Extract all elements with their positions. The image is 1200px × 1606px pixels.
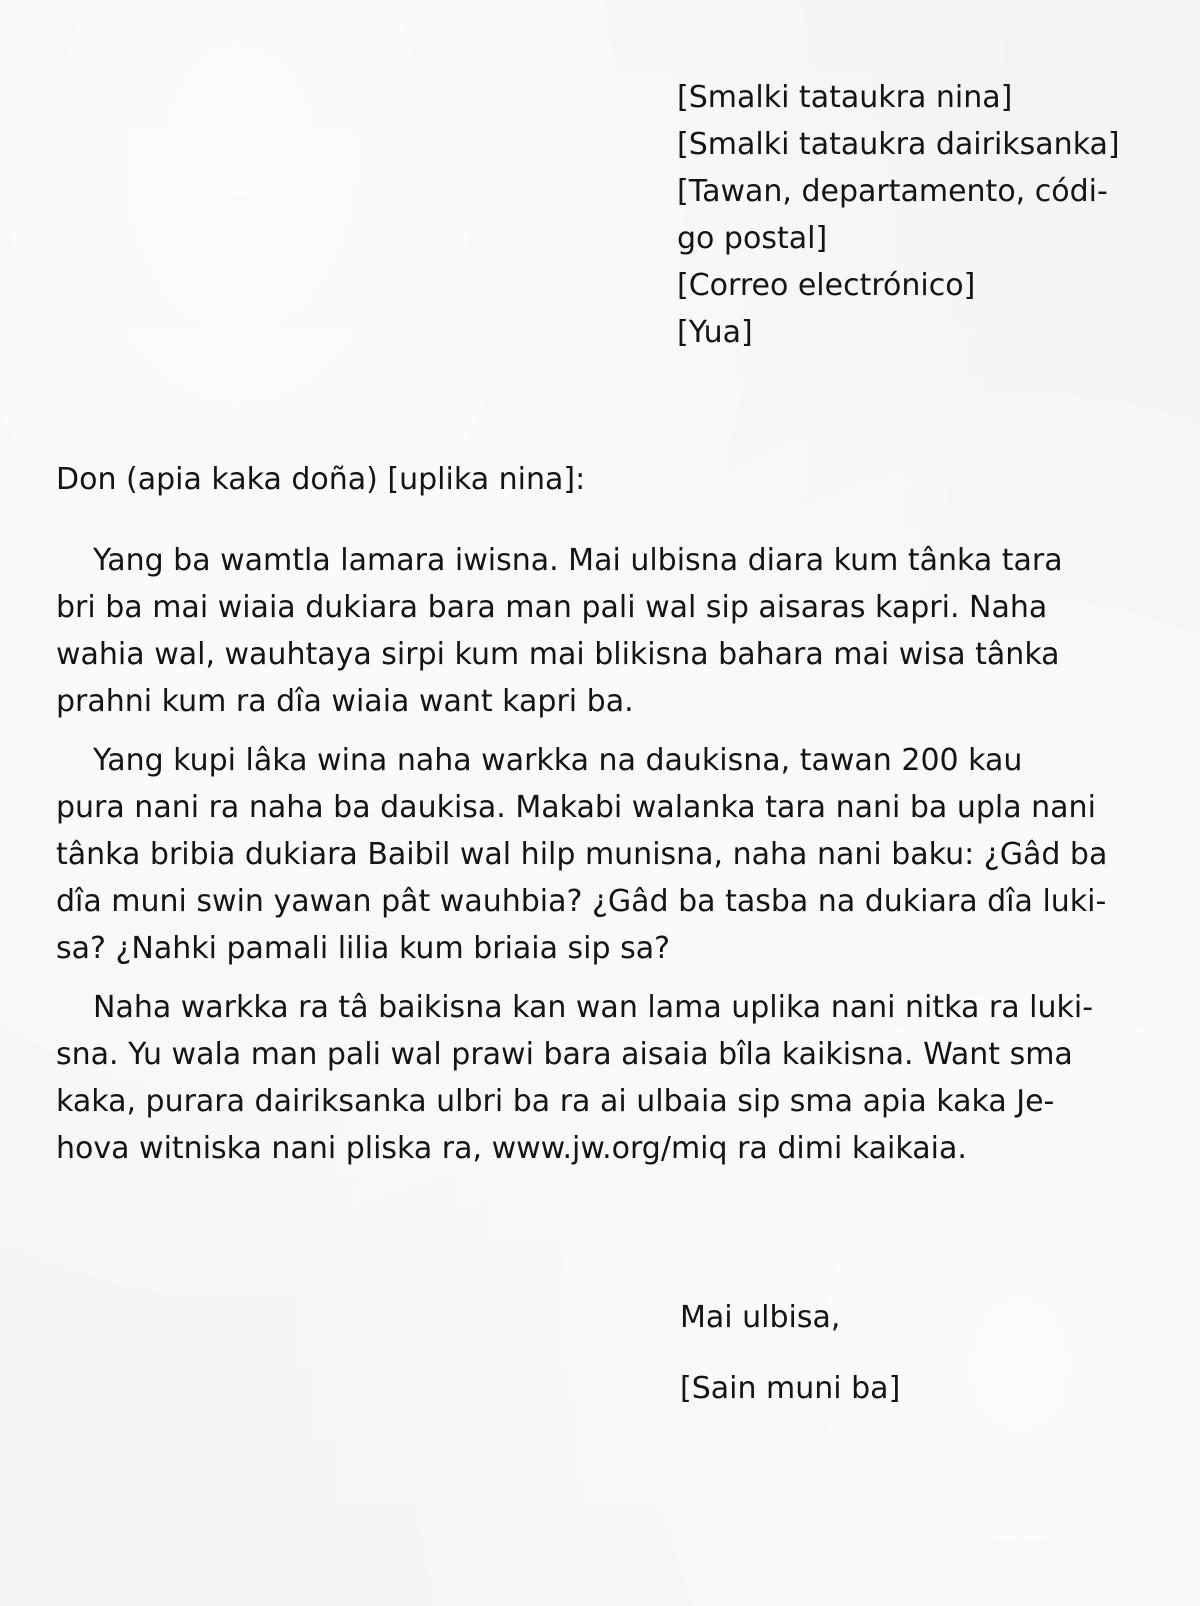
sender-address-block bbox=[677, 74, 1120, 356]
body-line: hova witniska nani pliska ra, www.jw.org/miq ra dimi kaikaia. bbox=[56, 1131, 967, 1166]
sender-city-placeholder-continued: go postal] bbox=[677, 221, 828, 256]
body-paragraph-1 bbox=[56, 537, 1146, 725]
letter-body bbox=[56, 537, 1146, 1184]
body-paragraph-2 bbox=[56, 737, 1146, 972]
body-line: sa? ¿Nahki pamali lilia kum briaia sip sa? bbox=[56, 931, 671, 966]
sender-address-placeholder: [Smalki tataukra dairiksanka] bbox=[677, 127, 1120, 162]
body-line: kaka, purara dairiksanka ulbri ba ra ai ulbaia sip sma apia kaka Je- bbox=[56, 1084, 1055, 1119]
body-line: wahia wal, wauhtaya sirpi kum mai blikisna bahara mai wisa tânka bbox=[56, 637, 1060, 672]
salutation: Don (apia kaka doña) [uplika nina]: bbox=[56, 462, 586, 497]
sender-date-placeholder: [Yua] bbox=[677, 315, 753, 350]
body-line: dîa muni swin yawan pât wauhbia? ¿Gâd ba tasba na dukiara dîa luki- bbox=[56, 884, 1107, 919]
body-line: Yang ba wamtla lamara iwisna. Mai ulbisna diara kum tânka tara bbox=[93, 543, 1063, 578]
sender-email-placeholder: [Correo electrónico] bbox=[677, 268, 976, 303]
body-line: Naha warkka ra tâ baikisna kan wan lama uplika nani nitka ra luki- bbox=[93, 990, 1094, 1025]
body-line: bri ba mai wiaia dukiara bara man pali wal sip aisaras kapri. Naha bbox=[56, 590, 1048, 625]
body-line: pura nani ra naha ba daukisa. Makabi walanka tara nani ba upla nani bbox=[56, 790, 1096, 825]
body-paragraph-3 bbox=[56, 984, 1146, 1172]
closing: Mai ulbisa, bbox=[680, 1300, 841, 1335]
body-line: sna. Yu wala man pali wal prawi bara aisaia bîla kaikisna. Want sma bbox=[56, 1037, 1073, 1072]
body-line: tânka bribia dukiara Baibil wal hilp munisna, naha nani baku: ¿Gâd ba bbox=[56, 837, 1108, 872]
body-line: Yang kupi lâka wina naha warkka na daukisna, tawan 200 kau bbox=[93, 743, 1023, 778]
signature-placeholder: [Sain muni ba] bbox=[680, 1371, 901, 1406]
sender-name-placeholder: [Smalki tataukra nina] bbox=[677, 80, 1013, 115]
body-line: prahni kum ra dîa wiaia want kapri ba. bbox=[56, 684, 634, 719]
sender-city-placeholder: [Tawan, departamento, códi- bbox=[677, 174, 1108, 209]
